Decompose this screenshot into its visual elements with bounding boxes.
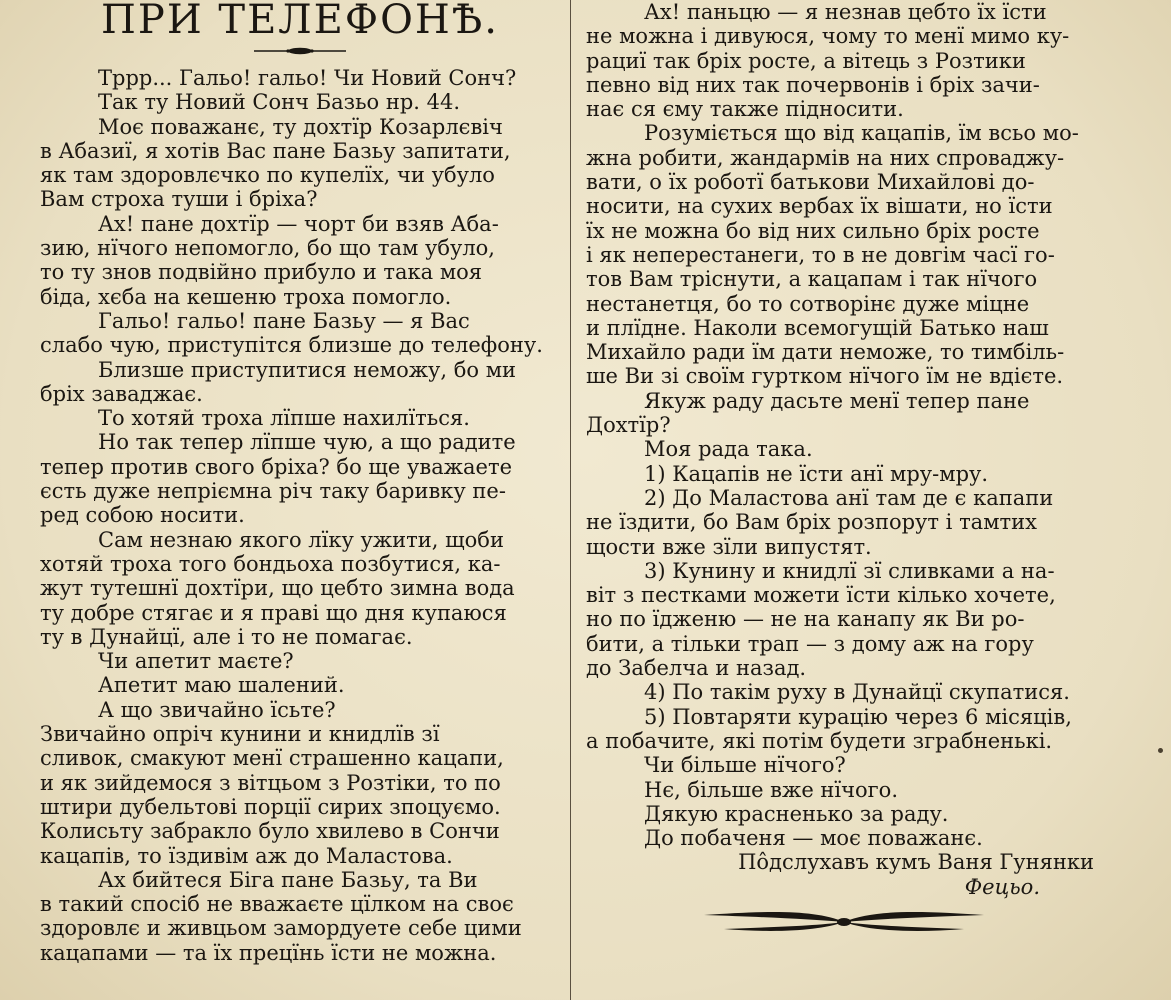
left-paragraph: Апетит маю шалений. xyxy=(98,673,345,698)
right-paragraph: Ах! паньцю — я незнав цебто їх їсти не можна і дивуюся, чому то менї мимо ку- рациї так бріх росте, а вітець з Розтики певно від них так почервонів і бріх зачи- нає ся єму также підносити. xyxy=(586,0,1070,122)
right-paragraph: Чи більше нїчого? xyxy=(644,753,846,778)
right-paragraph: До побаченя — моє поважанє. xyxy=(644,826,983,851)
right-paragraph: 3) Кунину и книдлї зї сливками а на- віт з пестками можети їсти кілько хочете, но по їдженю — не на канапу як Ви ро- бити, а тільки трап — з дому аж на гору до Забелча и назад. xyxy=(586,558,1056,681)
left-paragraph: Тррр... Гальо! гальо! Чи Новий Сонч? xyxy=(98,66,517,90)
article-title: ПРИ ТЕЛЕФОНѢ. xyxy=(101,0,499,43)
left-paragraph: Ах! пане дохтїр — чорт би взяв Аба- зию, нїчого непомогло, бо що там убуло, то ту знов подвійно прибуло и така моя біда, хєба на кешеню троха помогло. xyxy=(40,211,499,309)
signature-text: Пôдслухавъ кумъ Ваня Гунянки xyxy=(738,850,1094,875)
right-column-text xyxy=(586,0,1102,850)
end-ornament xyxy=(586,907,1102,941)
left-paragraph: Так ту Новий Сонч Базьо нр. 44. xyxy=(98,90,461,115)
left-paragraph: Сам незнаю якого лїку ужити, щоби хотяй троха того бондьоха позбутися, ка- жут тутешнї дохтїри, що цебто зимна вода ту добре стягає и я праві що дня купаюся ту в Дунайцї, але і то не помагає. xyxy=(40,527,515,649)
signature-name-row xyxy=(586,875,1102,899)
paper-speck xyxy=(1158,748,1163,753)
left-paragraph: Чи апетит маєте? xyxy=(98,649,294,674)
left-paragraph: Но так тепер лїпше чую, а що радите тепер против свого бріха? бо ще уважаете єсть дуже непріємна річ таку баривку пе- ред собою носити. xyxy=(40,430,516,528)
signature-name: Фецьо. xyxy=(964,874,1040,899)
column-divider xyxy=(570,0,571,1000)
left-paragraph: Гальо! гальо! пане Базьу — я Вас слабо чую, приступітся близше до телефону. xyxy=(40,308,543,358)
right-paragraph: Моя рада така. xyxy=(644,437,813,462)
left-paragraph: А що звичайно їсьте? xyxy=(98,697,336,722)
right-paragraph: Нє, більше вже нїчого. xyxy=(644,777,898,802)
right-paragraph: 2) До Маластова анї там де є капапи не їздити, бо Вам бріх розпорут і тамтих щости вже зїли випустят. xyxy=(586,485,1054,559)
left-paragraph: То хотяй троха лїпше нахилїться. xyxy=(98,406,470,431)
left-paragraph: Близше приступитися неможу, бо ми бріх заваджає. xyxy=(40,357,517,406)
left-column xyxy=(40,0,560,965)
left-column-text xyxy=(40,66,560,965)
right-paragraph: Якуж раду дасьте менї тепер пане Дохтїр? xyxy=(586,388,1030,438)
right-paragraph: Розуміється що від кацапів, їм всьо мо- жна робити, жандармів на них спроваджу- вати, о їх роботї батькови Михайлові до- носити, на сухих вербах їх вішати, но їсти їх не можна бо від них сильно бріх росте і як неперестанеги, то в не довгім часї го- тов Вам тріснути, а кацапам і так нїчого нестанетця, бо то сотворінє дуже міцне и плїдне. Наколи всемогущій Батько наш Михайло ради їм дати неможе, то тимбіль- ше Ви зі своїм гуртком нїчого їм не вдієте. xyxy=(586,121,1079,389)
left-paragraph: Моє поважанє, ту дохтїр Козарлєвіч в Абазиї, я хотів Вас пане Базьу запитати, як там здоровлєчко по купелїх, чи убуло Вам строха туши і бріха? xyxy=(40,114,511,212)
signature-line xyxy=(586,850,1102,874)
right-paragraph: 1) Кацапів не їсти анї мру-мру. xyxy=(644,461,989,486)
right-paragraph: 4) По такім руху в Дунайцї скупатися. xyxy=(644,680,1070,705)
left-paragraph: Звичайно опріч кунини и книдлїв зї сливок, смакуют менї страшенно кацапи, и як зийдемося з вітцьом з Розтіки, то по штири дубельтові порції сирих зпоцуємо. Колисьту забракло було хвилево в Сончи кацапів, то їздивім аж до Маластова. xyxy=(40,722,504,868)
title-ornament xyxy=(40,40,560,66)
right-paragraph: 5) Повтаряти курацію через 6 місяців, а побачите, які потім будети зграбненькі. xyxy=(586,704,1072,753)
right-column xyxy=(586,0,1102,941)
right-paragraph: Дякую красненько за раду. xyxy=(644,801,949,826)
left-paragraph: Ах бийтеся Біга пане Базьу, та Ви в такий спосіб не вважаєте цїлком на своє здоровлє и живцьом замордуете себе цими кацапами — та їх прецїнь їсти не можна. xyxy=(40,867,522,965)
